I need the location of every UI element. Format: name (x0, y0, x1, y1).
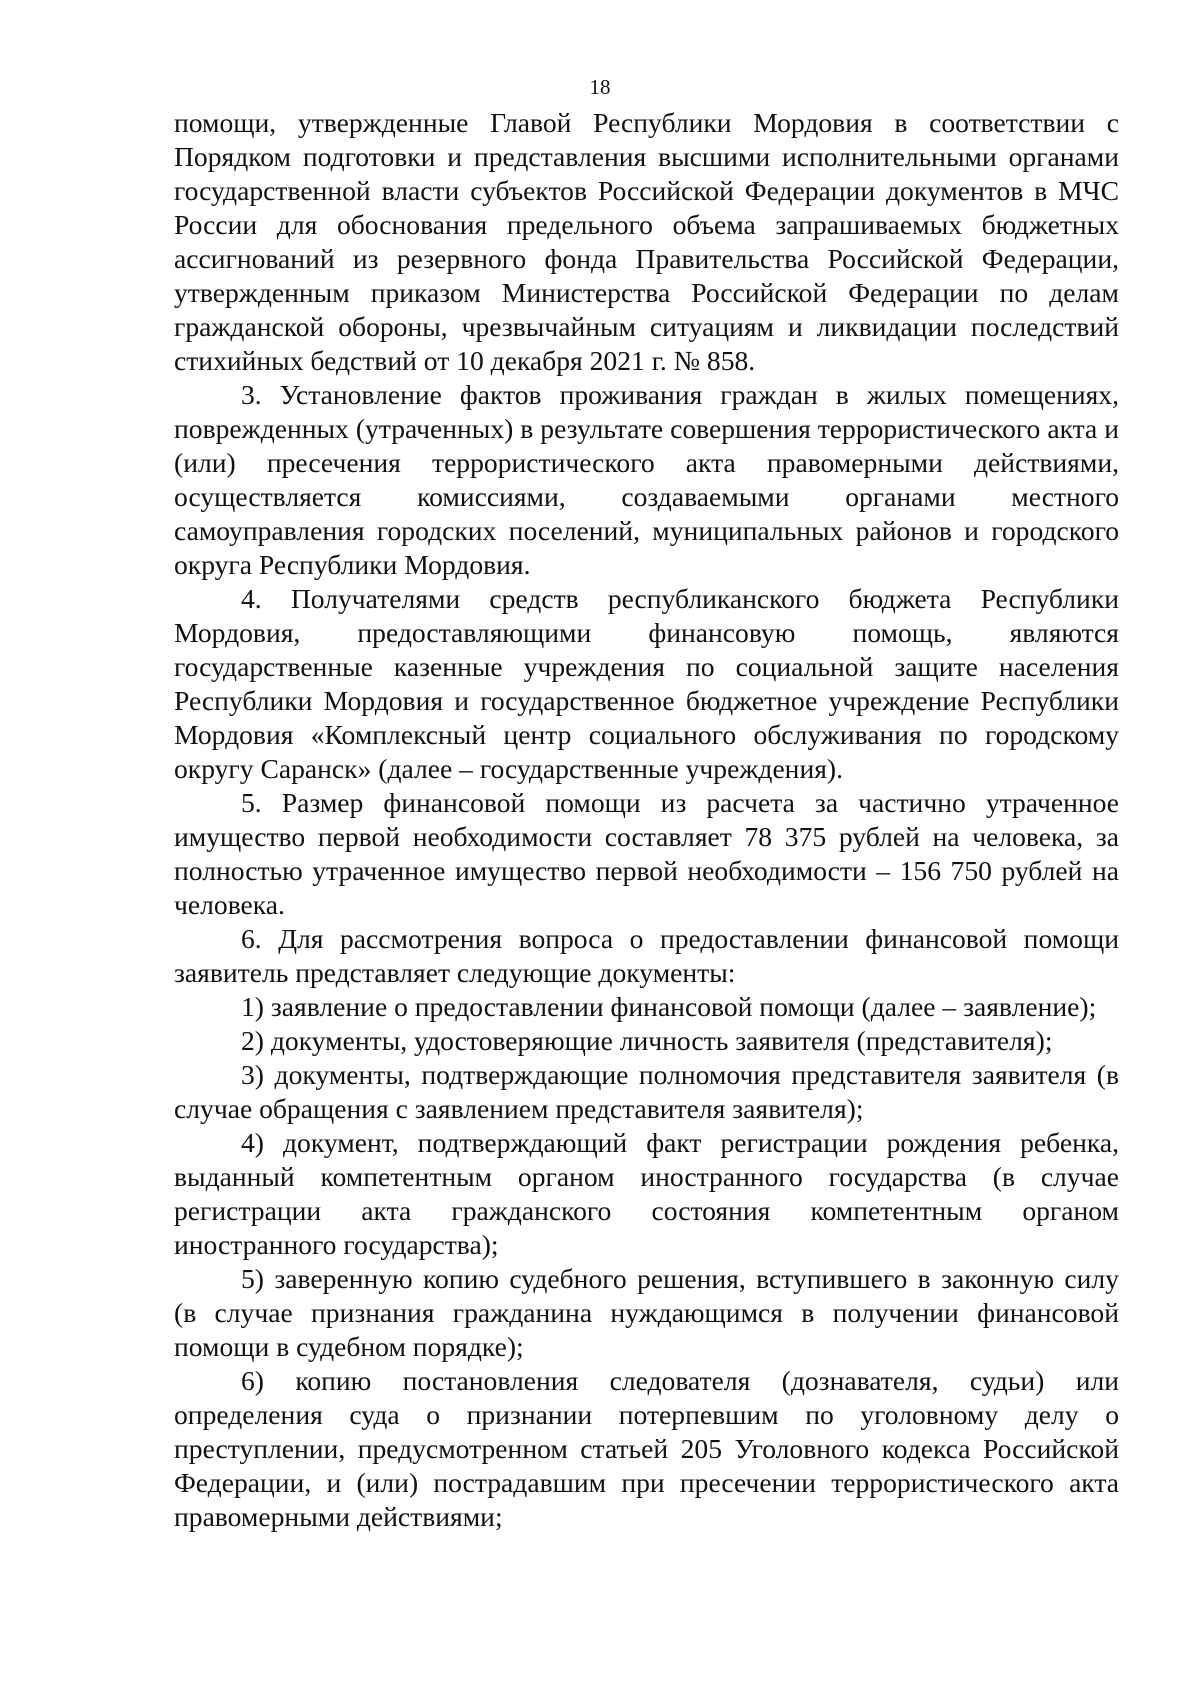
subitem-3: 3) документы, подтверждающие полномочия представителя заявителя (в случае обращения с заявлением представителя заявителя); (174, 1059, 1119, 1124)
subitem-2: 2) документы, удостоверяющие личность заявителя (представителя); (241, 1025, 1053, 1056)
page-number: 18 (589, 75, 611, 99)
paragraph-item-3: 3. Установление фактов проживания граждан в жилых помещениях, поврежденных (утраченных) в результате совершения террористического акта и (или) пресечения террористического акта правомерными действиями, осуществляется комиссиями, создаваемыми органами местного самоуправления городских поселений, муниципальных районов и городского округа Республики Мордовия. (174, 379, 1119, 580)
paragraph-item-4: 4. Получателями средств республиканского бюджета Республики Мордовия, предоставляющими финансовую помощь, являются государственные казенные учреждения по социальной защите населения Республики Мордовия и государственное бюджетное учреждение Республики Мордовия «Комплексный центр социального обслуживания по городскому округу Саранск» (далее – государственные учреждения). (174, 583, 1119, 784)
document-body (174, 106, 1119, 1534)
subitem-4: 4) документ, подтверждающий факт регистрации рождения ребенка, выданный компетентным органом иностранного государства (в случае регистрации акта гражданского состояния компетентным органом иностранного государства); (174, 1127, 1119, 1260)
subitem-5: 5) заверенную копию судебного решения, вступившего в законную силу (в случае признания гражданина нуждающимся в получении финансовой помощи в судебном порядке); (174, 1263, 1119, 1362)
paragraph-continuation: помощи, утвержденные Главой Республики Мордовия в соответствии с Порядком подготовки и представления высшими исполнительными органами государственной власти субъектов Российской Федерации документов в МЧС России для обоснования предельного объема запрашиваемых бюджетных ассигнований из резервного фонда Правительства Российской Федерации, утвержденным приказом Министерства Российской Федерации по делам гражданской обороны, чрезвычайным ситуациям и ликвидации последствий стихийных бедствий от 10 декабря 2021 г. № 858. (174, 107, 1119, 376)
subitem-1: 1) заявление о предоставлении финансовой помощи (далее – заявление); (241, 991, 1097, 1022)
paragraph-item-6: 6. Для рассмотрения вопроса о предоставлении финансовой помощи заявитель представляет следующие документы: (174, 923, 1119, 988)
subitem-6: 6) копию постановления следователя (дознавателя, судьи) или определения суда о признании потерпевшим по уголовному делу о преступлении, предусмотренном статьей 205 Уголовного кодекса Российской Федерации, и (или) пострадавшим при пресечении террористического акта правомерными действиями; (174, 1365, 1119, 1532)
paragraph-item-5: 5. Размер финансовой помощи из расчета за частично утраченное имущество первой необходимости составляет 78 375 рублей на человека, за полностью утраченное имущество первой необходимости – 156 750 рублей на человека. (174, 787, 1119, 920)
